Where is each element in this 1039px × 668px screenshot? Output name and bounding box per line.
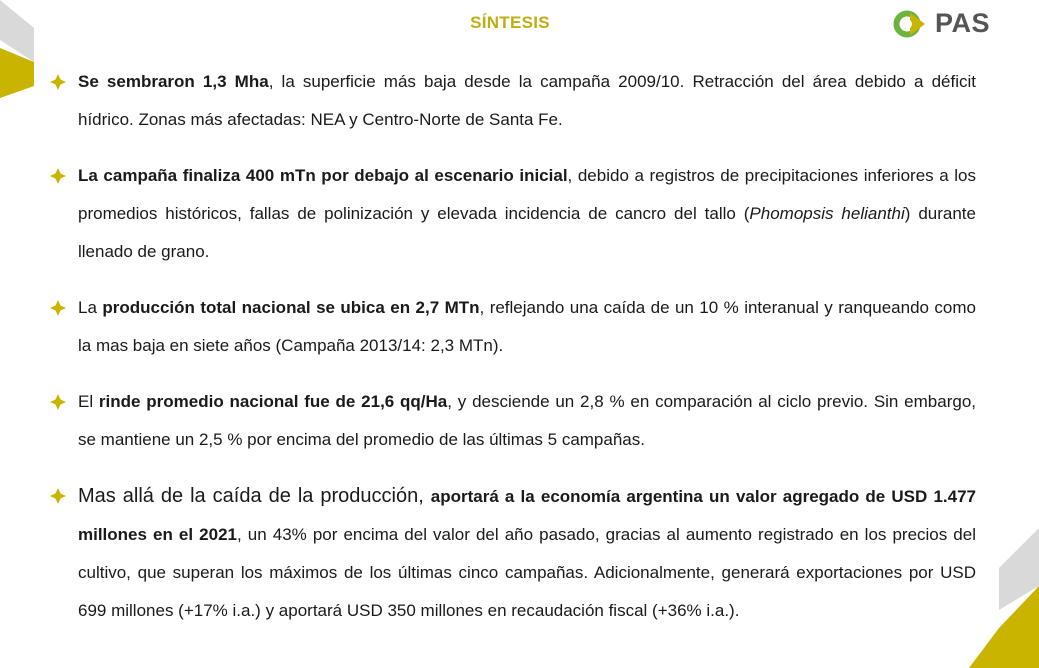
bullet-bold-text: Se sembraron 1,3 Mha xyxy=(78,72,269,91)
bullet-bold-text: rinde promedio nacional fue de 21,6 qq/Ha xyxy=(98,392,448,411)
bullet-text: , un 43% por encima del valor del año pasado, gracias al aumento registrado en los precios del cultivo, que superan los máximos de los últimas cinco campañas. Adicionalmente, generará exportaciones por USD 699 millones (+17% i.a.) y aportará USD 350 millones en recaudación fiscal (+36% i.a.). xyxy=(78,525,976,620)
bullet-bold-text: producción total nacional se ubica en 2,7 MTn xyxy=(102,298,480,317)
page-title: SÍNTESIS xyxy=(470,13,550,32)
diamond-bullet-icon xyxy=(50,168,66,184)
summary-bullet-list xyxy=(48,63,976,630)
diamond-bullet-icon xyxy=(50,394,66,410)
bullet-text: La xyxy=(78,298,103,317)
bullet-text: El xyxy=(78,392,99,411)
logo-text: PAS xyxy=(935,8,991,38)
bullet-text: , la superficie más baja desde la campaña 2009/10. Retracción del área debido a déficit hídrico. Zonas más afectadas: NEA y Centro-Norte de Santa Fe. xyxy=(78,72,976,129)
bullet-item-campaign-result xyxy=(48,157,976,271)
bullet-item-sown-area xyxy=(48,63,976,139)
logo-mark-icon xyxy=(893,10,927,38)
pas-logo xyxy=(893,8,990,39)
diamond-bullet-icon xyxy=(50,488,66,504)
bullet-item-national-production xyxy=(48,289,976,365)
bullet-bold-text: aportará a la economía argentina un valor agregado de USD 1.477 millones en el 2021 xyxy=(78,487,976,544)
bullet-text: Mas allá de la caída de la producción, xyxy=(78,485,431,507)
bullet-bold-text: La campaña finaliza 400 mTn por debajo al escenario inicial xyxy=(78,166,568,185)
diamond-bullet-icon xyxy=(50,74,66,90)
diamond-bullet-icon xyxy=(50,300,66,316)
bullet-item-average-yield xyxy=(48,383,976,459)
bullet-italic-text: Phomopsis helianthi xyxy=(749,204,905,223)
bullet-text: , debido a registros de precipitaciones inferiores a los promedios históricos, fallas de polinización y elevada incidencia de cancro del tallo ( xyxy=(78,166,977,223)
bullet-item-economic-contribution xyxy=(48,477,976,630)
bullet-text: , y desciende un 2,8 % en comparación al ciclo previo. Sin embargo, se mantiene un 2,5 % por encima del promedio de las últimas 5 campañas. xyxy=(78,392,976,449)
bullet-text: , reflejando una caída de un 10 % interanual y ranqueando como la mas baja en siete años (Campaña 2013/14: 2,3 MTn). xyxy=(78,298,976,355)
bullet-text: ) durante llenado de grano. xyxy=(78,204,976,261)
